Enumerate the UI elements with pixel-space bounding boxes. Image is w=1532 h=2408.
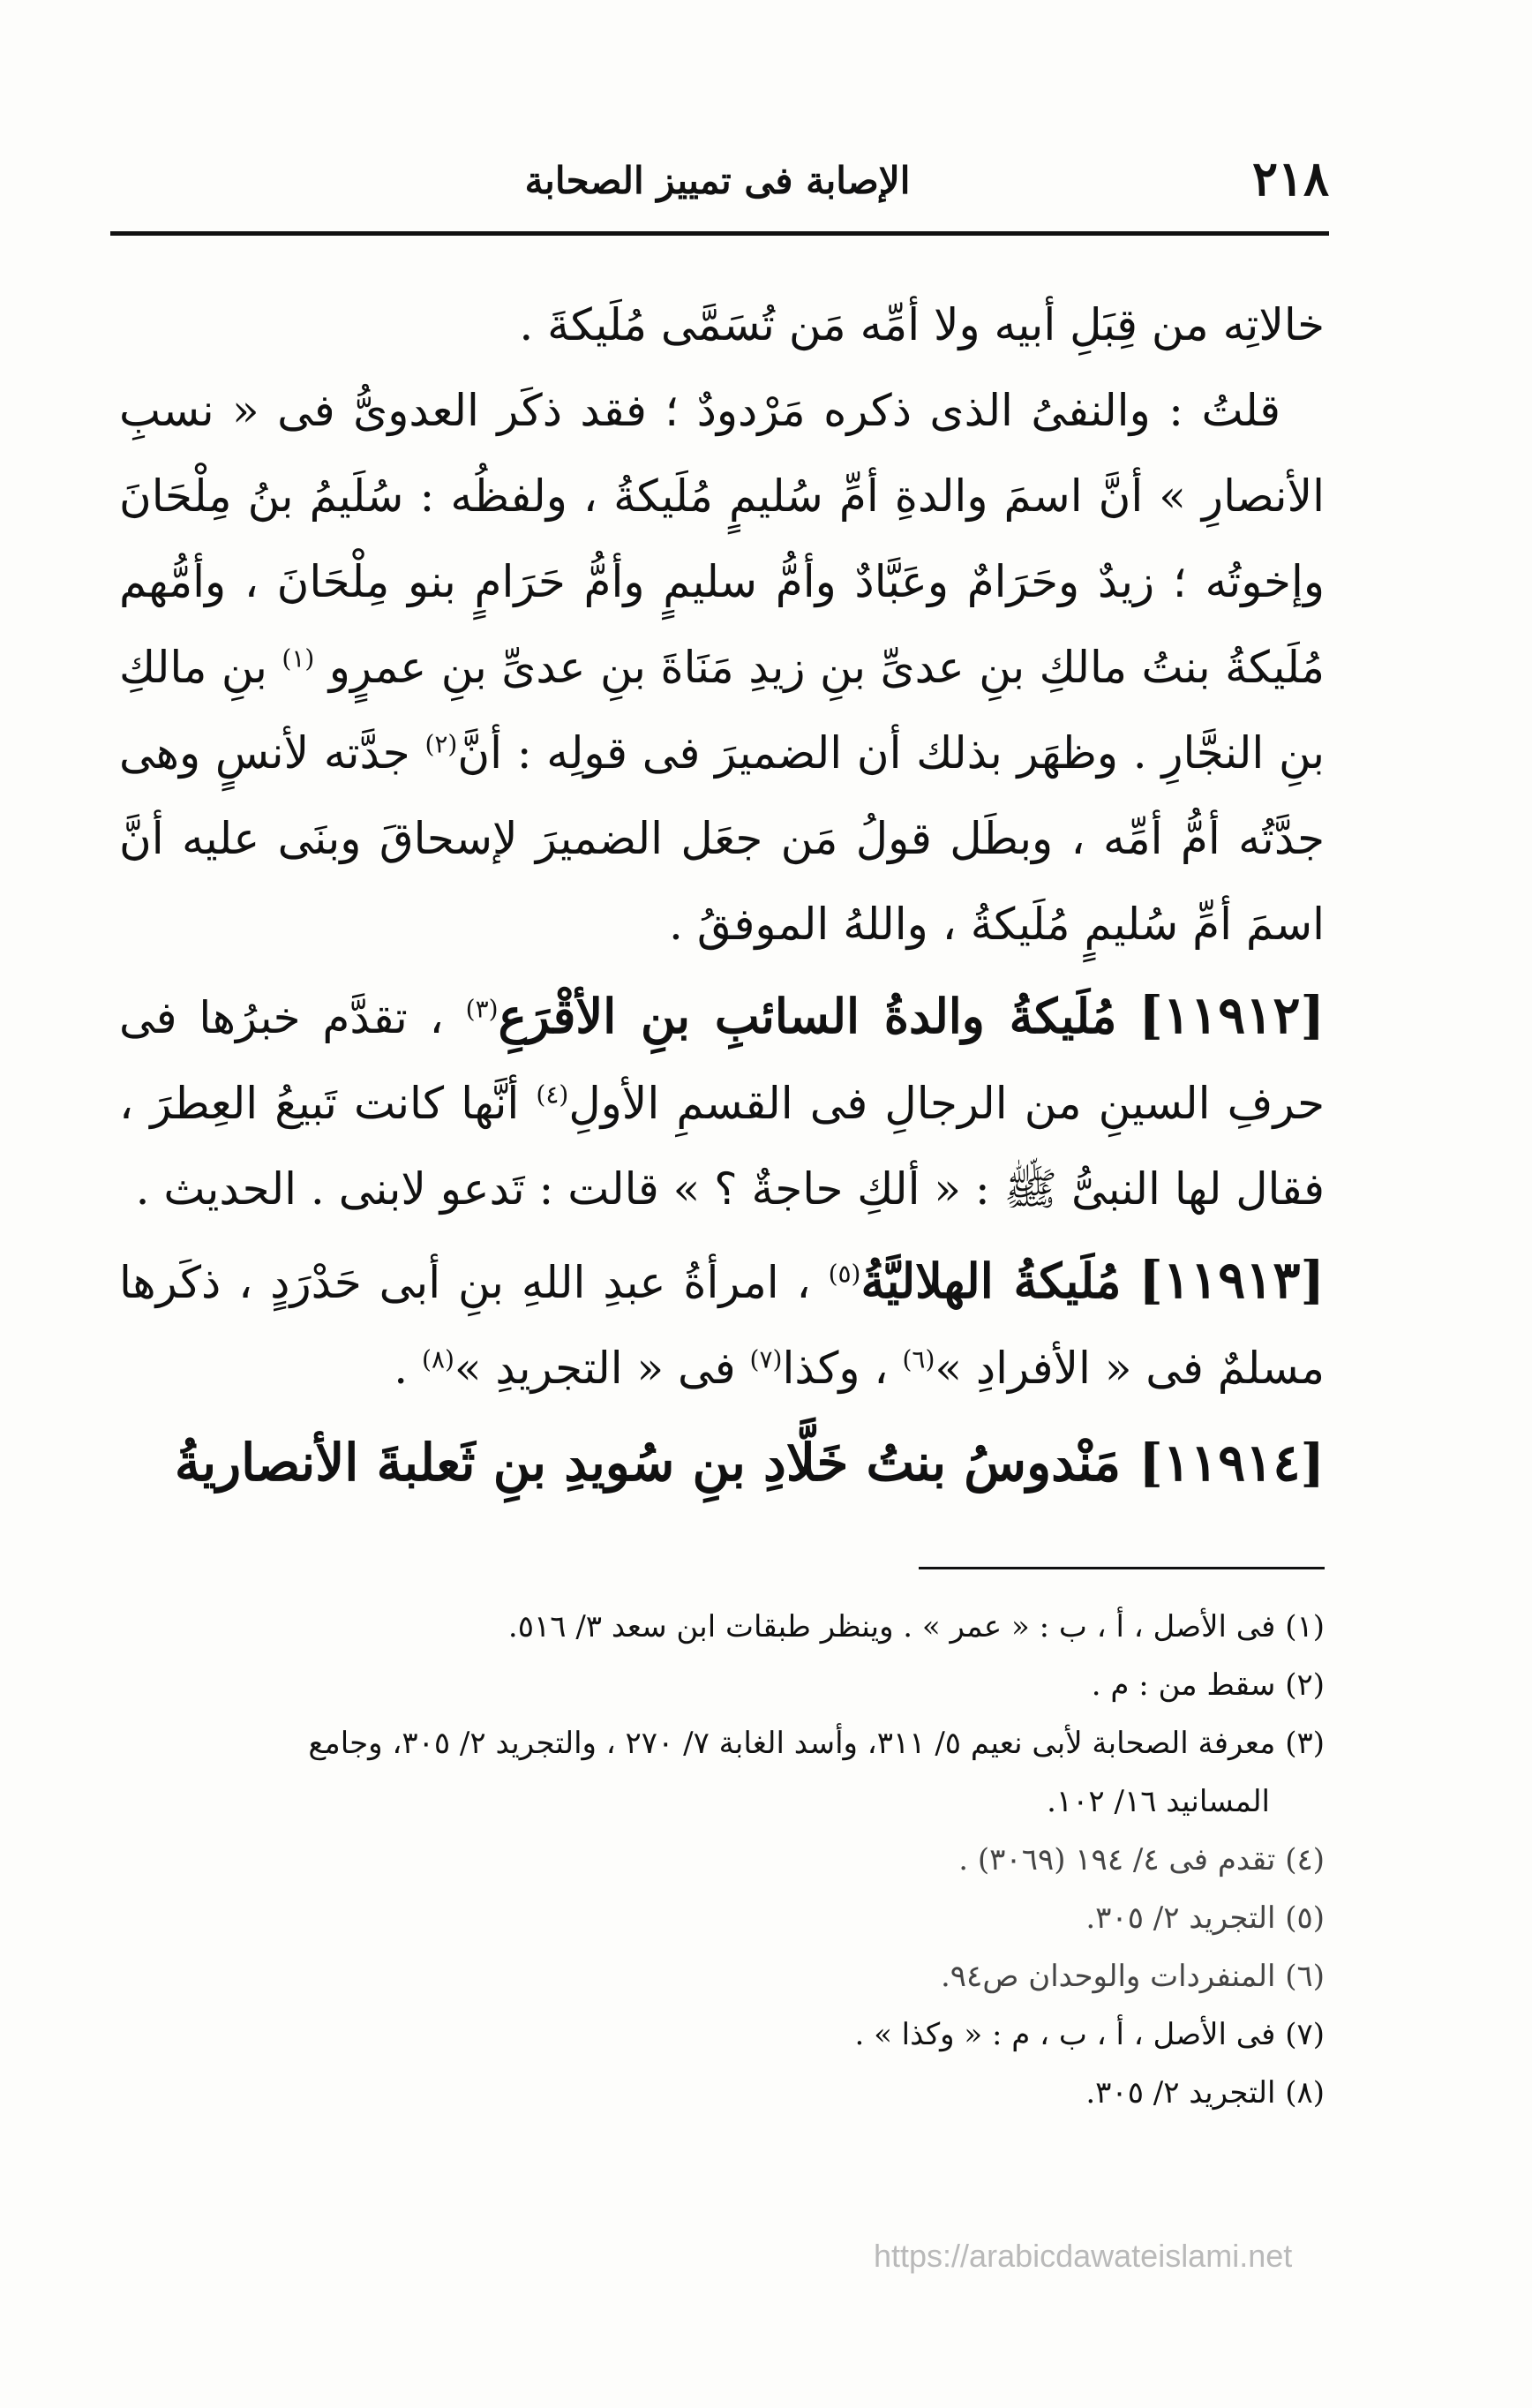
- text-run: جدَّته لأنسٍ وهى جدَّتُه أمُّ أمِّه ، وبطَل قولُ مَن جعَل الضميرَ لإسحاقَ وبنَى عليه أنَّ اسمَ أمِّ سُليمٍ مُلَيكةُ ، واللهُ الموفقُ .: [119, 727, 1325, 950]
- book-title: الإصابة فى تمييز الصحابة: [524, 159, 911, 202]
- footnote-ref-7: (٧): [749, 1344, 783, 1374]
- entry-name: مُلَيكةُ والدةُ السائبِ بنِ الأقْرَعِ: [498, 988, 1117, 1044]
- footnote-ref-8: (٨): [422, 1344, 454, 1374]
- text-run: قلتُ : والنفىُ الذى ذكره مَرْدودٌ ؛ فقد ذكَر العدوىُّ فى « نسبِ الأنصارِ » أنَّ اسمَ والدةِ أمِّ سُليمٍ مُلَيكةُ ، ولفظُه : سُلَيمُ بنُ مِلْحَانَ وإخوتُه ؛ زيدٌ وحَرَامٌ وعَبَّادٌ وأمُّ سليمٍ وأمُّ حَرَامٍ بنو مِلْحَانَ ، وأمُّهم مُلَيكةُ بنتُ مالكِ بنِ عدىِّ بنِ زيدِ مَنَاةَ بنِ عدىِّ بنِ عمرٍو: [119, 385, 1325, 693]
- entry-number: [١١٩١٢]: [1138, 985, 1325, 1045]
- text-run: أنَّها كانت تَبيعُ العِطرَ ، فقال لها النبىُّ ﷺ : « ألكِ حاجةٌ ؟ » قالت : تَدعو لابنى . الحديث .: [119, 1078, 1325, 1215]
- footnote-1: (١) فى الأصل ، أ ، ب : « عمر » . وينظر طبقات ابن سعد ٣/ ٥١٦.: [507, 1609, 1325, 1644]
- entry-name: مُلَيكةُ الهلاليَّةُ: [860, 1253, 1122, 1309]
- paragraph-commentary: [119, 368, 1325, 967]
- footnote-4: (٤) تقدم فى ٤/ ١٩٤ (٣٠٦٩) .: [958, 1842, 1325, 1877]
- running-head: [106, 132, 1329, 238]
- footnote-ref-5: (٥): [828, 1259, 861, 1289]
- entry-11913: [119, 1238, 1325, 1411]
- text-run: بنِ مالكِ بنِ النجَّارِ . وظهَر بذلك أن الضميرَ فى قولِه : أنَّ: [119, 642, 1325, 779]
- entry-number: [١١٩١٤]: [1138, 1433, 1325, 1493]
- entry-name: مَنْدوسُ بنتُ خَلَّادِ بنِ سُويدِ بنِ ثَعلبةَ الأنصاريةُ: [174, 1433, 1122, 1493]
- footnote-ref-3: (٣): [465, 994, 499, 1024]
- footnote-7: (٧) فى الأصل ، أ ، ب ، م : « وكذا » .: [854, 2017, 1325, 2052]
- footnote-5: (٥) التجريد ٢/ ٣٠٥.: [1085, 1900, 1325, 1936]
- footnotes: [119, 1598, 1325, 2122]
- text-run: .: [394, 1343, 409, 1394]
- paragraph-continuation: خالاتِه من قِبَلِ أبيه ولا أمِّه مَن تُسَمَّى مُلَيكةَ .: [519, 299, 1325, 350]
- text-run: ، امرأةُ عبدِ اللهِ بنِ أبى حَدْرَدٍ ، ذكَرها مسلمٌ فى « الأفرادِ »: [119, 1257, 1325, 1394]
- footnote-3: (٣) معرفة الصحابة لأبى نعيم ٥/ ٣١١، وأسد الغابة ٧/ ٢٧٠ ، والتجريد ٢/ ٣٠٥، وجامع: [308, 1726, 1325, 1761]
- entry-11912: [119, 973, 1325, 1232]
- entry-number: [١١٩١٣]: [1138, 1250, 1325, 1310]
- text-run: ، وكذا: [782, 1343, 889, 1394]
- footnote-2: (٢) سقط من : م .: [1091, 1667, 1325, 1703]
- body-text: [119, 282, 1325, 1506]
- text-run: فى « التجريدِ »: [454, 1343, 736, 1394]
- footnote-ref-2: (٢): [424, 729, 458, 759]
- footnote-3-continuation: المسانيد ١٦/ ١٠٢.: [1047, 1784, 1270, 1819]
- footnote-6: (٦) المنفردات والوحدان ص٩٤.: [940, 1959, 1325, 1994]
- footnote-ref-4: (٤): [536, 1080, 569, 1110]
- text-run: ، تقدَّم خبرُها فى حرفِ السينِ من الرجالِ فى القسمِ الأولِ: [119, 992, 1325, 1129]
- header-rule: [110, 231, 1329, 236]
- footnote-ref-1: (١): [282, 643, 315, 673]
- footnote-separator: [919, 1567, 1325, 1569]
- page-number: ٢١٨: [1251, 150, 1329, 207]
- footnote-8: (٨) التجريد ٢/ ٣٠٥.: [1085, 2075, 1325, 2111]
- entry-11914: [119, 1420, 1325, 1506]
- footnote-ref-6: (٦): [902, 1344, 935, 1374]
- watermark-url: https://arabicdawateislami.net: [874, 2238, 1293, 2274]
